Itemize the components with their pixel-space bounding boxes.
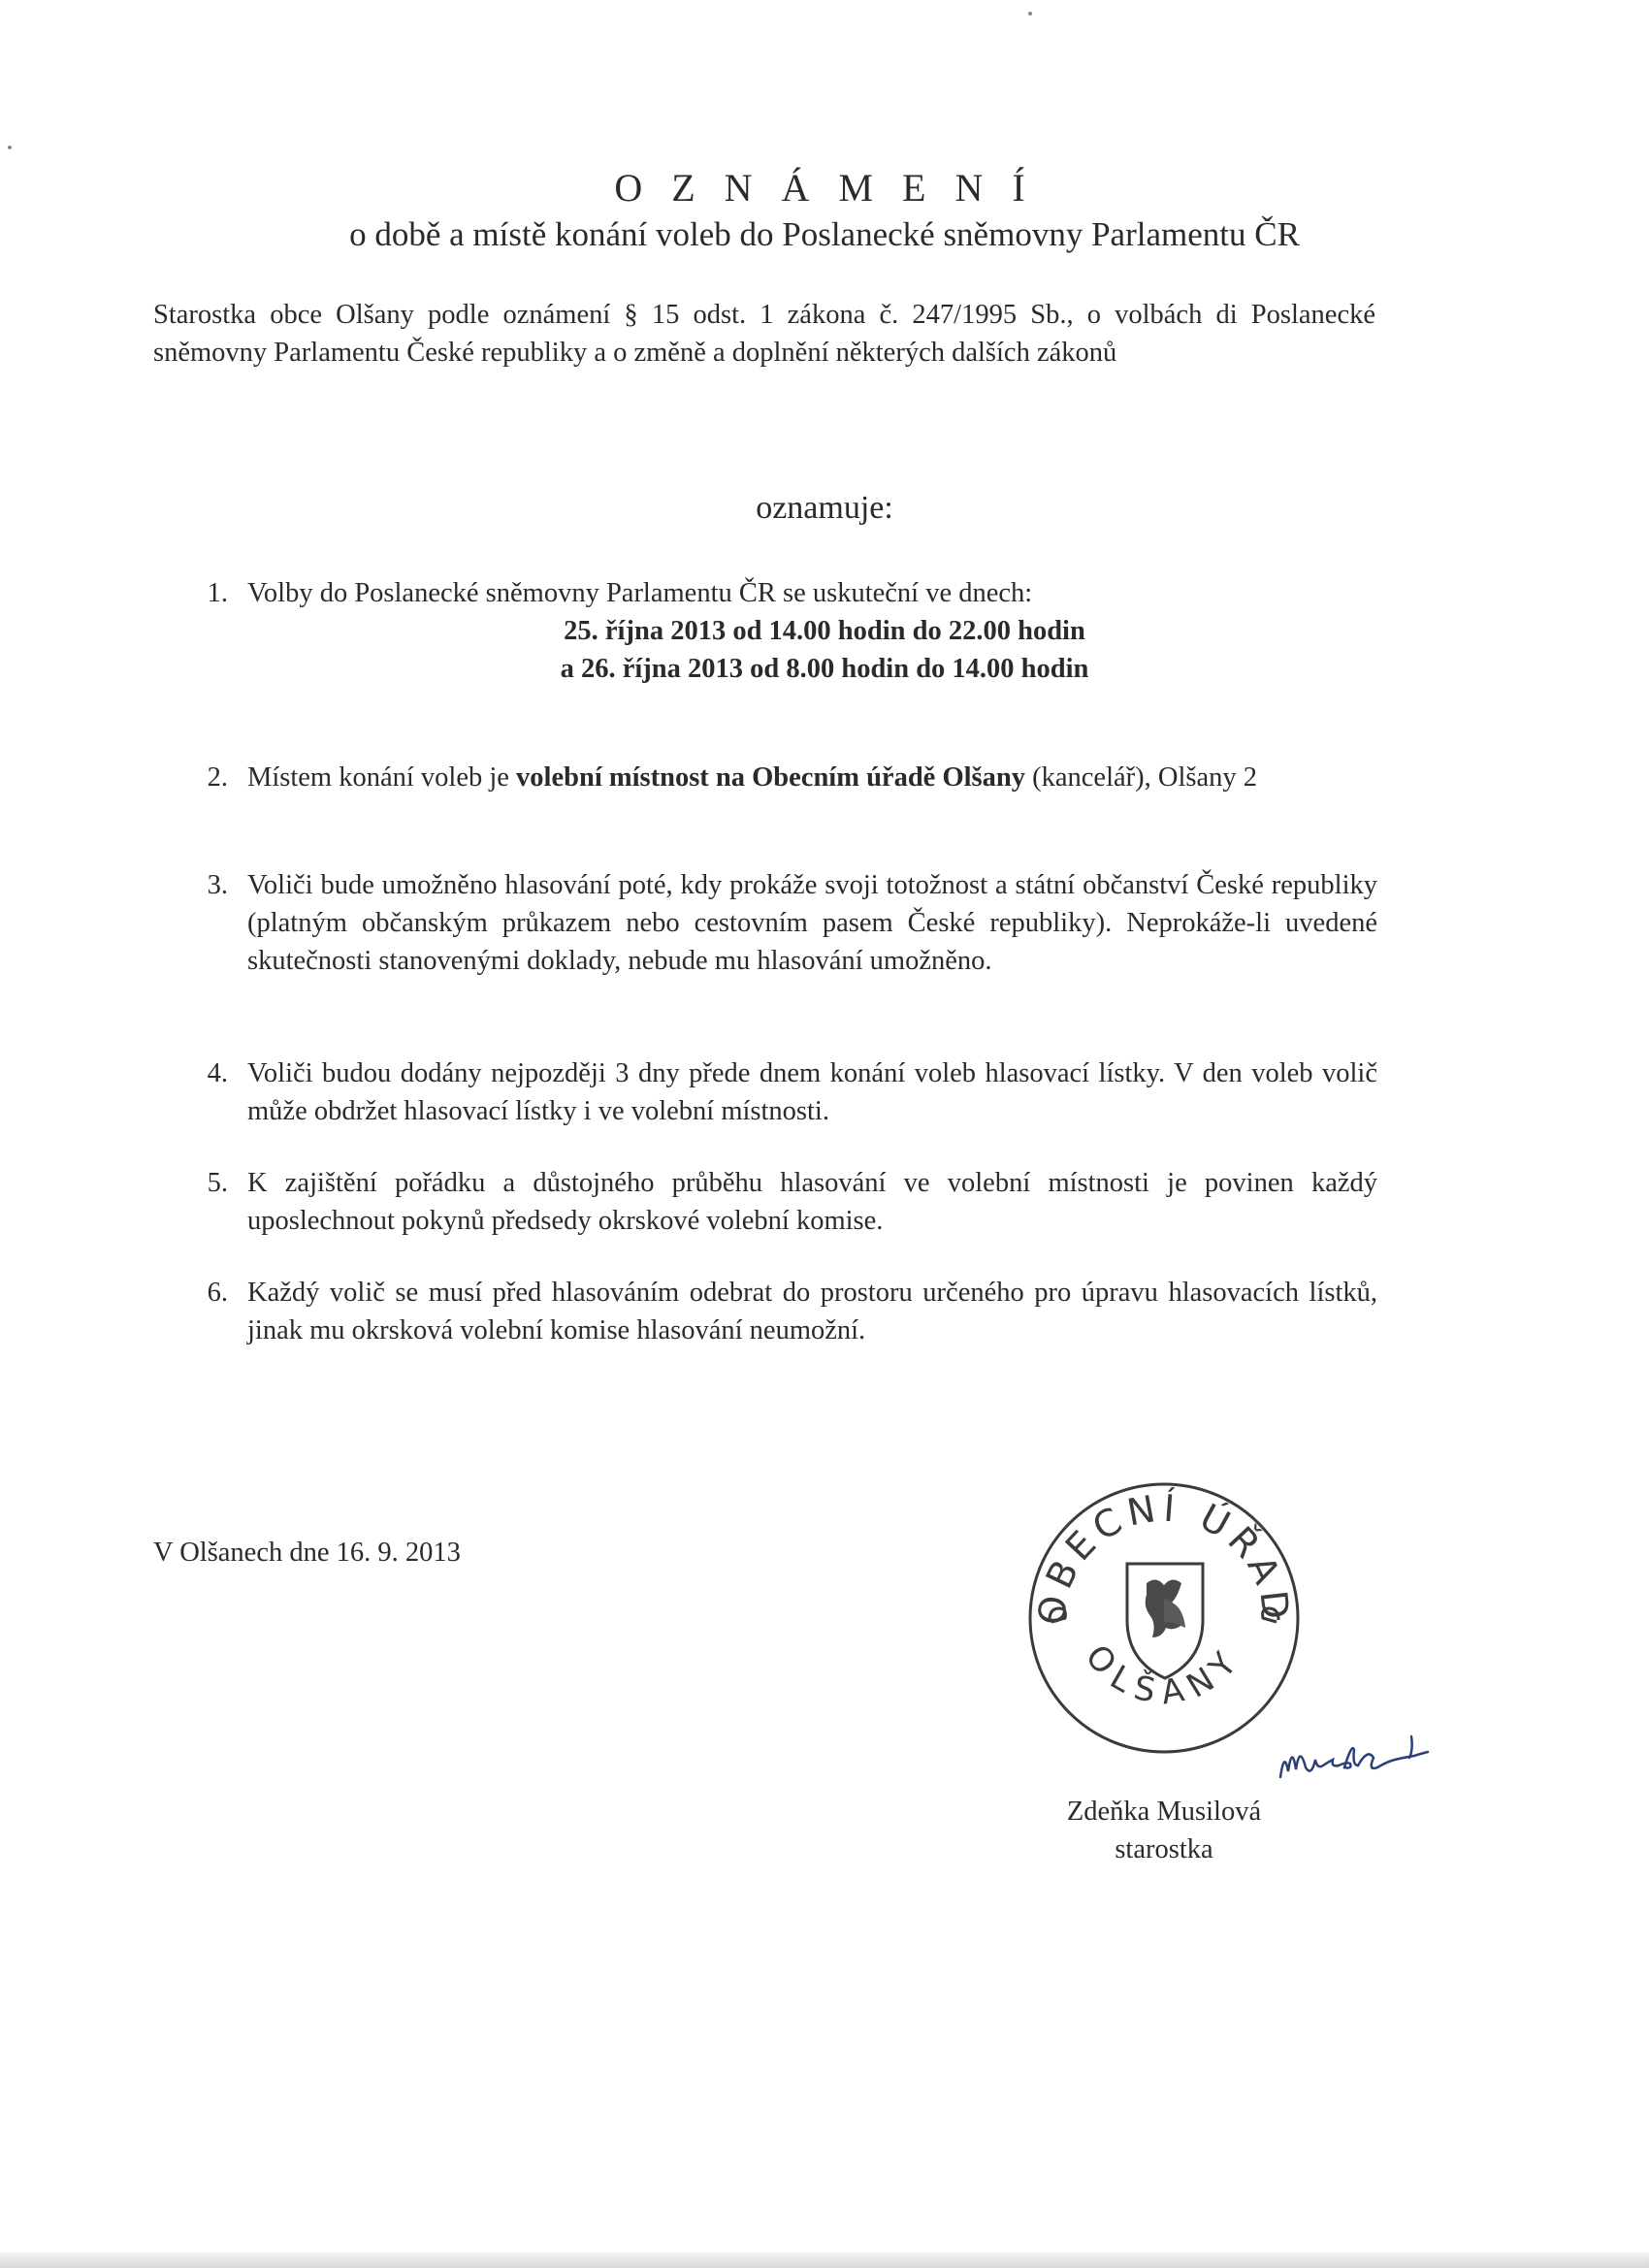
polling-place: volební místnost na Obecním úřadě Olšany xyxy=(516,762,1025,793)
list-item-number: 1. xyxy=(207,578,228,608)
scan-bottom-edge xyxy=(0,2252,1649,2268)
list-item-number: 5. xyxy=(207,1168,228,1198)
svg-text:OBECNÍ ÚŘAD: OBECNÍ ÚŘAD xyxy=(1029,1486,1299,1628)
list-item-number: 2. xyxy=(207,762,228,793)
election-date-2: a 26. října 2013 od 8.00 hodin do 14.00 hodin xyxy=(560,654,1089,684)
list-item-number: 6. xyxy=(207,1278,228,1308)
list-item-number: 4. xyxy=(207,1058,228,1088)
scan-speck xyxy=(8,146,12,149)
official-stamp xyxy=(1018,1474,1310,1756)
document-subtitle: o době a místě konání voleb do Poslanecké sněmovny Parlamentu ČR xyxy=(349,215,1300,253)
announces-heading: oznamuje: xyxy=(756,490,893,526)
intro-paragraph: Starostka obce Olšany podle oznámení § 15 odst. 1 zákona č. 247/1995 Sb., o volbách di Poslanecké sněmovny Parlamentu České republiky a o změně a doplnění některých dalších zákonů xyxy=(153,300,1375,368)
coat-of-arms-icon xyxy=(1127,1564,1203,1678)
document-title: O Z N Á M E N Í xyxy=(614,166,1035,210)
handwritten-signature xyxy=(1276,1727,1450,1795)
list-item-text: Voliči budou dodány nejpozději 3 dny přede dnem konání voleb hlasovací lístky. V den voleb volič může obdržet hlasovací lístky i ve volební místnosti. xyxy=(247,1058,1377,1126)
place-and-date: V Olšanech dne 16. 9. 2013 xyxy=(153,1538,461,1568)
svg-text:OLŠANY: OLŠANY xyxy=(1077,1637,1251,1713)
list-item-text: Místem konání voleb je volební místnost na Obecním úřadě Olšany (kancelář), Olšany 2 xyxy=(247,762,1257,793)
election-date-1: 25. října 2013 od 14.00 hodin do 22.00 hodin xyxy=(564,616,1085,646)
list-item-text: K zajištění pořádku a důstojného průběhu hlasování ve volební místnosti je povinen každý uposlechnout pokynů předsedy okrskové volební komise. xyxy=(247,1168,1377,1236)
signer-name: Zdeňka Musilová xyxy=(1066,1797,1262,1827)
list-item-text: Volby do Poslanecké sněmovny Parlamentu ČR se uskuteční ve dnech: xyxy=(247,578,1033,608)
list-item-text: Každý volič se musí před hlasováním odebrat do prostoru určeného pro úpravu hlasovacích lístků, jinak mu okrsková volební komise hlasování neumožní. xyxy=(247,1278,1377,1345)
list-item-text: Voliči bude umožněno hlasování poté, kdy prokáže svoji totožnost a státní občanství České republiky (platným občanským průkazem nebo cestovním pasem České republiky). Neprokáže-li uvedené skutečnosti stanovenými doklady, nebude mu hlasování umožněno. xyxy=(247,870,1377,976)
list-item-number: 3. xyxy=(207,870,228,900)
scan-speck xyxy=(1028,12,1032,16)
signer-role: starostka xyxy=(1115,1834,1213,1864)
